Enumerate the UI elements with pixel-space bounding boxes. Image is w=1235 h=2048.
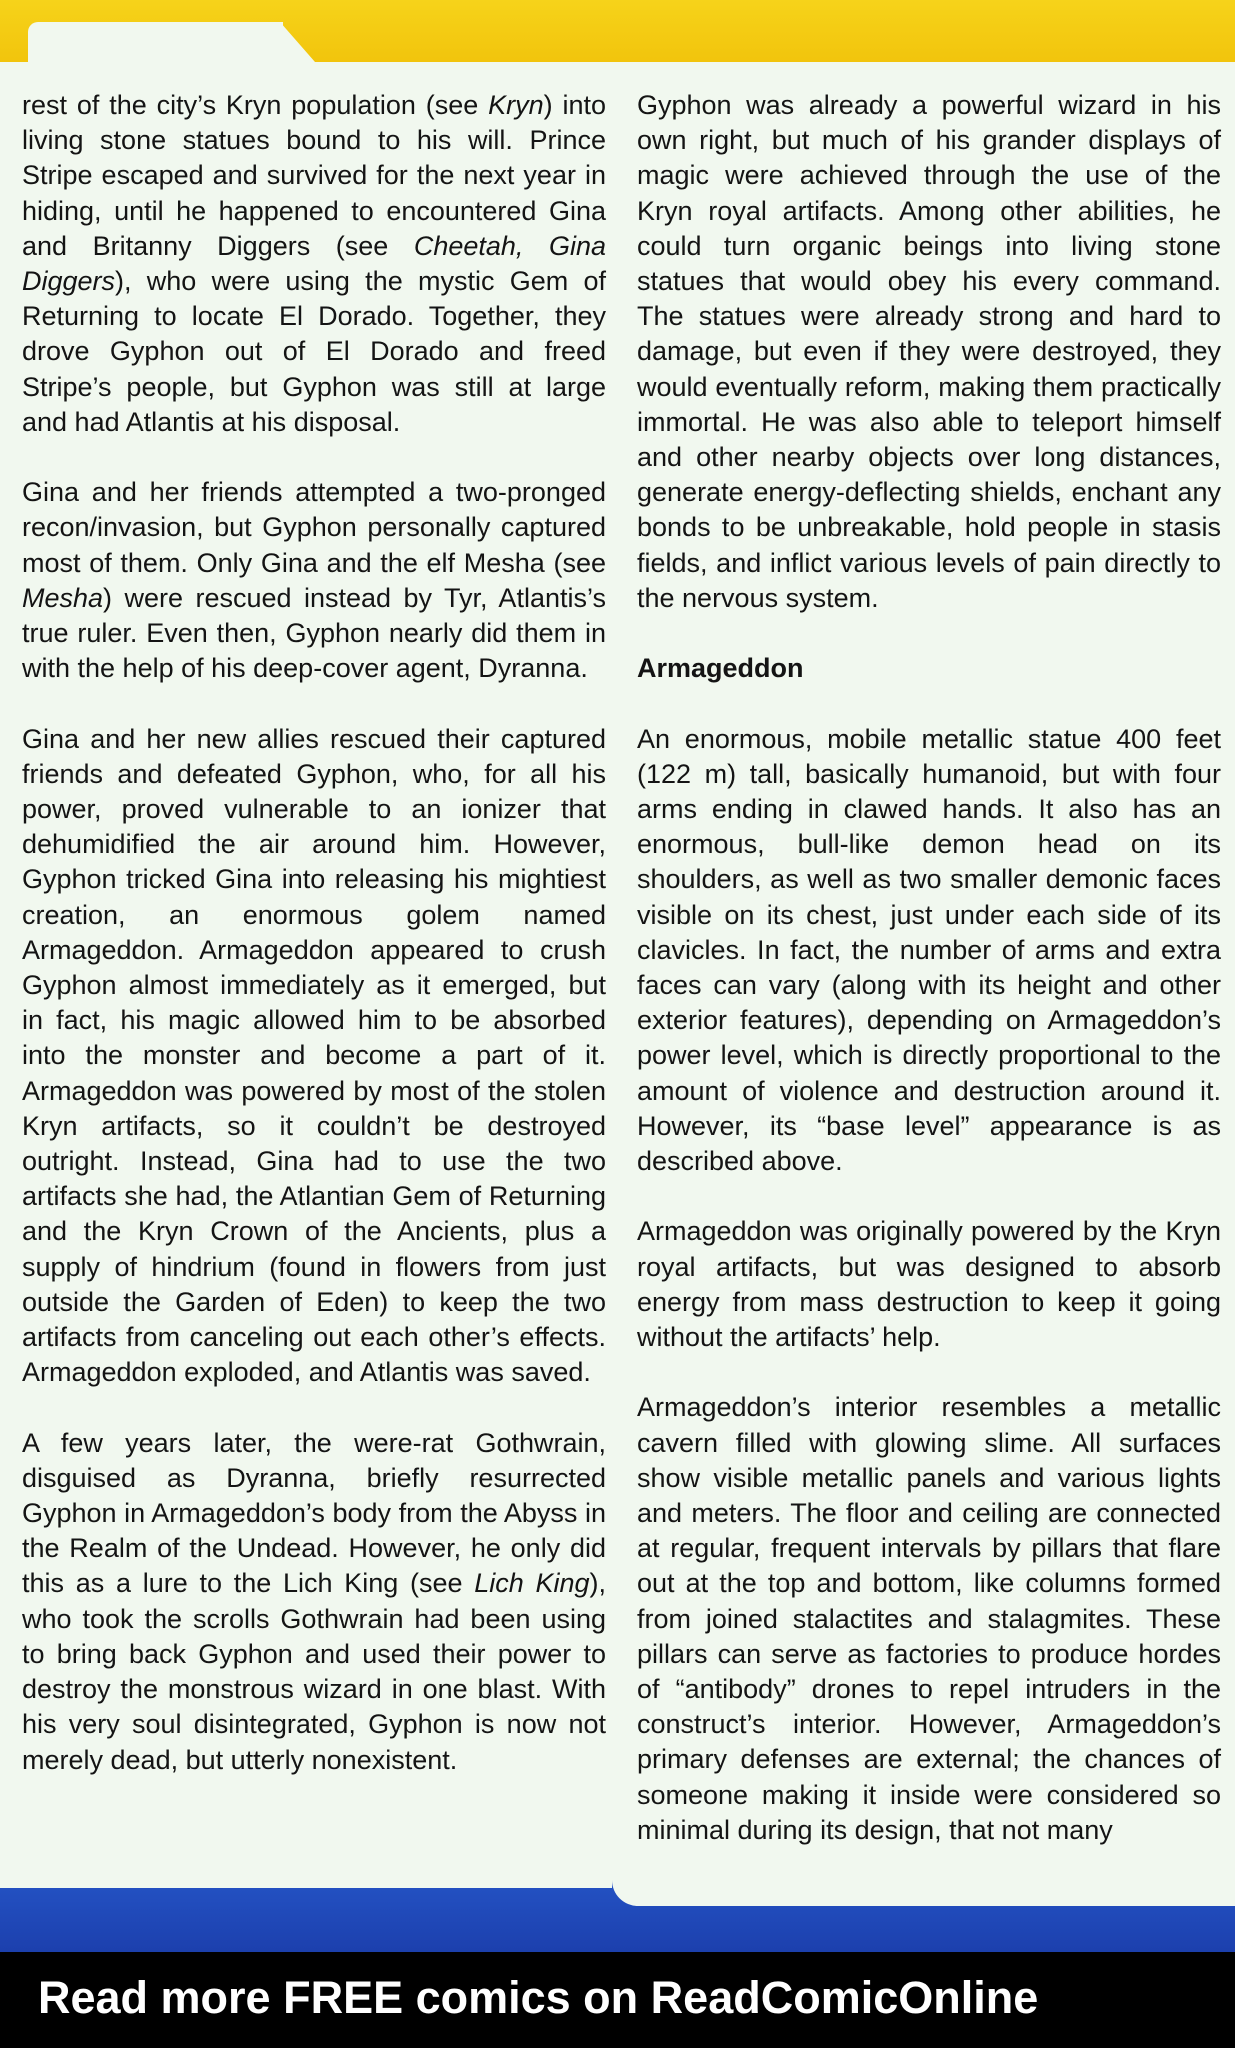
paragraph-armageddon-description: An enormous, mobile metallic statue 400 feet (122 m) tall, basically humanoid, but with four arms ending in clawed hands. It also has an enormous, bull-like demon head on its shoulders, as well as two smaller demonic faces visible on its chest, just under each side of its clavicles. In fact, the number of arms and extra faces can vary (along with its height and other exterior features), depending on Armageddon’s power level, which is directly proportional to the amount of violence and destruction around it. However, its “base level” appearance is as described above. <box>637 723 1221 1177</box>
reference-kryn: Kryn <box>488 90 544 120</box>
section-heading-armageddon: Armageddon <box>637 653 804 684</box>
paragraph-armageddon-power: Armageddon was originally powered by the Kryn royal artifacts, but was designed to absorb energy from mass destruction to keep it going without the artifacts’ help. <box>637 1216 1221 1353</box>
reference-mesha: Mesha <box>22 582 104 613</box>
blue-band-left-edge <box>0 1878 612 1888</box>
paragraph-armageddon-battle: Gina and her new allies rescued their captured friends and defeated Gyphon, who, for all his power, proved vulnerable to an ionizer that dehumidified the air around him. However, Gyphon tricked Gina into releasing his mightiest creation, an enormous golem named Armageddon. Armageddon appeared to crush Gyphon almost immediately as it emerged, but in fact, his magic allowed him to be absorbed into the monster and become a part of it. Armageddon was powered by most of the stolen Kryn artifacts, so it couldn’t be destroyed outright. Instead, Gina had to use the two artifacts she had, the Atlantian Gem of Returning and the Kryn Crown of the Ancients, plus a supply of hindrium (found in flowers from just outside the Garden of Eden) to keep the two artifacts from canceling out each other’s effects. Armageddon exploded, and Atlantis was saved. <box>22 723 606 1388</box>
paragraph-recon-invasion: Gina and her friends attempted a two-pronged recon/invasion, but Gyphon personally captured most of them. Only Gina and the elf Mesha (see Mesha) were rescued instead by Tyr, Atlantis’s true ruler. Even then, Gyphon nearly did them in with the help of his deep-cover agent, Dyranna. <box>22 477 606 684</box>
left-column <box>22 88 606 1813</box>
header-tab <box>28 22 283 70</box>
paragraph-kryn-statues: rest of the city’s Kryn population (see Kryn) into living stone statues bound to his will. Prince Stripe escaped and survived for the next year in hiding, until he happened to encountered Gina and Britanny Diggers (see Cheetah, Gina Diggers), who were using the mystic Gem of Returning to locate El Dorado. Together, they drove Gyphon out of El Dorado and freed Stripe’s people, but Gyphon was still at large and had Atlantis at his disposal. <box>22 90 607 437</box>
right-column <box>637 88 1221 1883</box>
reference-cheetah: Cheetah, Gina Diggers <box>22 230 606 297</box>
paragraph-armageddon-interior: Armageddon’s interior resembles a metallic cavern filled with glowing slime. All surfaces show visible metallic panels and various lights and meters. The floor and ceiling are connected at regular, frequent intervals by pillars that flare out at the top and bottom, like columns formed from joined stalactites and stalagmites. These pillars can serve as factories to produce hordes of “antibody” drones to repel intruders in the construct’s interior. However, Armageddon’s primary defenses are external; the chances of someone making it inside were considered so minimal during its design, that not many <box>637 1392 1221 1845</box>
paragraph-resurrection: A few years later, the were-rat Gothwrain, disguised as Dyranna, briefly resurrected Gyphon in Armageddon’s body from the Abyss in the Realm of the Undead. However, he only did this as a lure to the Lich King (see Lich King), who took the scrolls Gothwrain had been using to bring back Gyphon and used their power to destroy the monstrous wizard in one blast. With his very soul disintegrated, Gyphon is now not merely dead, but utterly nonexistent. <box>22 1427 606 1775</box>
reference-lich-king: Lich King <box>474 1568 590 1599</box>
paragraph-gyphon-powers: Gyphon was already a powerful wizard in his own right, but much of his grander displays of magic were achieved through the use of the Kryn royal artifacts. Among other abilities, he could turn organic beings into living stone statues that would obey his every command. The statues were already strong and hard to damage, but even if they were destroyed, they would eventually reform, making them practically immortal. He was also able to teleport himself and other nearby objects over long distances, generate energy-deflecting shields, enchant any bonds to be unbreakable, hold people in stasis fields, and inflict various levels of pain directly to the nervous system. <box>637 90 1221 613</box>
footer-promo-text[interactable]: Read more FREE comics on ReadComicOnline <box>38 1972 1039 2023</box>
header-tab-slope <box>280 22 322 70</box>
